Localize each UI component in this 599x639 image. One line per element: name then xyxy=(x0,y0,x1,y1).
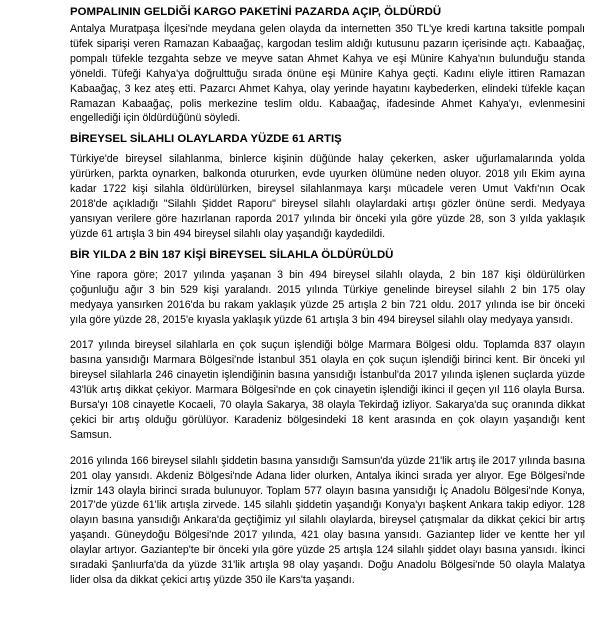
paragraph-yuzde-61: Türkiye'de bireysel silahlanma, binlerce kişinin düğünde halay çekerken, asker uğurlamalarında yolda yürürken, parkta oynarken, balkonda otururken, evde uyurken ölümüne neden oluyor. 2018 yılı Ekim ayına kadar 1722 kişi silahla öldürülürken, bireysel silahlanmaya karşı mücadele veren Umut Vakfı'nın Ocak 2018'de açıkladığı "Silahlı Şiddet Raporu" bireysel silahlı olaylardaki artışı gözler önüne serdi. Medyaya yansıyan verilere göre hazırlanan raporda 2017 yılında bir önceki yıla göre yüzde 28, son 3 yılda yaklaşık yüzde 61 artışla 3 bin 494 bireysel silahlı olay yaşandığı kaydedildi. xyxy=(70,153,585,240)
section-heading-yuzde-61: BİREYSEL SİLAHLI OLAYLARDA YÜZDE 61 ARTIŞ xyxy=(70,133,342,146)
section-heading-2-bin-187: BİR YILDA 2 BİN 187 KİŞİ BİREYSEL SİLAHLA ÖLDÜRÜLDÜ xyxy=(70,248,394,261)
paragraph-pompali: Antalya Muratpaşa İlçesi'nde meydana gelen olayda da internetten 350 TL'ye kredi kartına taksitle pompalı tüfek siparişi veren Ramazan Kabaağaç, kargodan teslim aldığı kutusunu pazarın içerisinde açtı. Kabaağaç, pompalı tüfekle tezgahta sebze ve meyve satan Ahmet Kahya ve eşi Münire Kahya'nın bulunduğu standa yöneldi. Tüfeği Kahya'ya doğrulttuğu sırada önüne eşi Münire Kahya geçti. Kadını eliyle ittiren Ramazan Kabaağaç, 3 kez ateş etti. Pazarcı Ahmet Kahya, olay yerinde hayatını kaybederken, elindeki tüfekle kaçan Ramazan Kabaağaç, polis merkezine teslim oldu. Kabaağaç, ifadesinde Ahmet Kahya'yı, evlenmesini engellediği için öldürdüğünü söyledi. xyxy=(70,23,585,125)
section-heading-pompali: POMPALININ GELDİĞİ KARGO PAKETİNİ PAZARDA AÇIP, ÖLDÜRDÜ xyxy=(70,6,442,18)
paragraph-rapor: Yine rapora göre; 2017 yılında yaşanan 3 bin 494 bireysel silahlı olayda, 2 bin 187 kişi öldürülürken çoğunluğu ağır 3 bin 529 kişi yaralandı. 2015 yılında Türkiye genelinde bireysel silahlı 2 bin 175 olay medyaya yansırken 2016'da bu rakam yaklaşık yüzde 25 artışla 2 bin 721 oldu. 2017 yılında ise bir önceki yıla göre yüzde 28, 2015'e kıyasla yaklaşık yüzde 61 artışla 3 bin 494 bireysel silahlı olay medyaya yansıdı. xyxy=(70,268,585,326)
paragraph-marmara: 2017 yılında bireysel silahlarla en çok suçun işlendiği bölge Marmara Bölgesi oldu. Toplamda 837 olayın basına yansıdığı Marmara Bölgesi'nde İstanbul 351 olayla en çok suçun işlendiği birinci kent. Bir önceki yıl bireysel silahlarla 246 cinayetin işlendiğinin basına yansıdığı İstanbul'da 2017 yılında işlenen suçlarda yüzde 43'lük artış dikkat çekiyor. Marmara Bölgesi'nde en çok cinayetin işlendiği ikinci il geçen yıl 116 olayla Bursa. Bursa'yı 108 cinayetle Kocaeli, 70 olayla Sakarya, 38 olayla Tekirdağ izliyor. Sakarya'da suç oranında dikkat çekici bir artış olduğu görülüyor. Karadeniz bölgesindeki 18 kent arasında en çok olayın yaşandığı kent Samsun. xyxy=(70,339,585,441)
paragraph-samsun: 2016 yılında 166 bireysel silahlı şiddetin basına yansıdığı Samsun'da yüzde 21'lik artış ile 2017 yılında basına 201 olay yansıdı. Akdeniz Bölgesi'nde Adana lider olurken, Antalya ikinci sırada yer alıyor. Ege Bölgesi'nde İzmir 143 olayla birinci sırada bulunuyor. Toplam 577 olayın basına yansıdığı İç Anadolu Bölgesi'nde Konya, 2017'de yüzde 61'lik artışla zirvede. 145 silahlı şiddetin yaşandığı Konya'yı başkent Ankara takip ediyor. 128 olayın basına yansıdığı Ankara'da geçtiğimiz yıl silahlı olaylarda, bireysel çatışmalar da dikkat çekici bir artış yaşandı. Güneydoğu Bölgesi'nde 2017 yılında, 421 olay basına yansıdı. Gaziantep lider ve kentte her yıl olaylar artıyor. Gaziantep'te bir önceki yıla göre yüzde 25 artışla 124 silahlı şiddet olayı basına yansıdı. İkinci sıradaki Şanlıurfa'da da yüzde 31'lik artışla 98 olay yaşandı. Doğu Anadolu Bölgesi'nde 50 olayla Malatya lider olsa da dikkat çekici artış yüzde 350 ile Kars'ta yaşandı. xyxy=(70,454,585,586)
